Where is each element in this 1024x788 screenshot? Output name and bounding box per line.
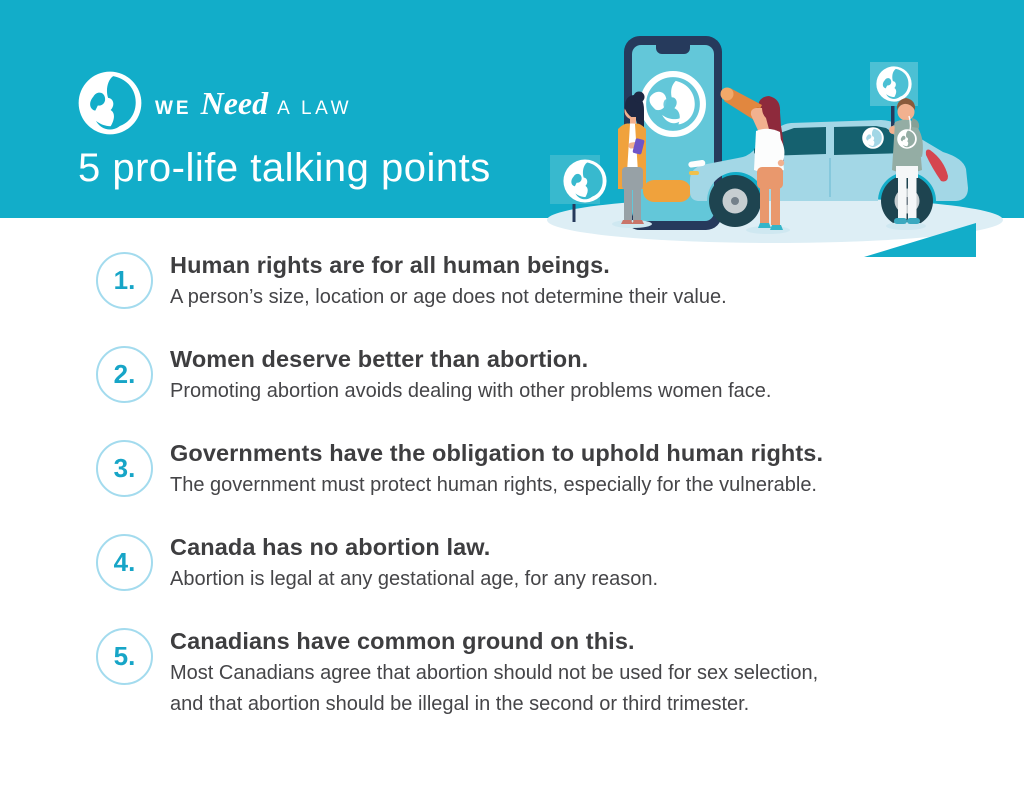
point-description: A person’s size, location or age does not determine their value. <box>170 286 727 308</box>
leg <box>633 186 641 221</box>
wnal-logo-text <box>155 85 352 122</box>
point-heading: Human rights are for all human beings. <box>170 252 610 278</box>
car-wheel-front <box>709 175 761 227</box>
page-title: 5 pro-life talking points <box>78 146 491 190</box>
car-headlight-amber <box>689 171 699 175</box>
wnal-globe-icon <box>78 71 142 135</box>
talking-point-4 <box>96 532 976 595</box>
hair-bun <box>634 92 645 103</box>
talking-point-1 <box>96 250 976 313</box>
point-number-badge <box>96 534 153 591</box>
wnal-globe-icon <box>897 129 917 149</box>
wnal-globe-icon <box>876 66 911 101</box>
point-number: 2. <box>113 359 136 389</box>
hood <box>912 118 919 128</box>
header-illustration <box>540 0 1024 262</box>
point-number-badge <box>96 252 153 309</box>
point-number: 1. <box>113 265 136 295</box>
point-heading: Canada has no abortion law. <box>170 534 491 560</box>
point-heading: Women deserve better than abortion. <box>170 346 589 372</box>
heel-shoe <box>770 225 783 230</box>
point-number-badge <box>96 346 153 403</box>
point-description: Abortion is legal at any gestational age, for any reason. <box>170 568 659 590</box>
point-heading: Canadians have common ground on this. <box>170 628 635 654</box>
sneaker <box>894 218 907 224</box>
point-heading: Governments have the obligation to uphold human rights. <box>170 440 824 466</box>
point-text <box>170 626 838 720</box>
car-wheel-rear <box>881 175 933 227</box>
logo-word-we: WE <box>155 97 192 119</box>
point-text <box>170 250 727 313</box>
point-text <box>170 344 771 407</box>
leg <box>898 172 907 219</box>
leg <box>624 186 632 221</box>
point-number-badge <box>96 628 153 685</box>
talking-points-list <box>96 250 976 751</box>
point-text <box>170 532 658 595</box>
logo-word-need: Need <box>200 84 269 121</box>
talking-point-2 <box>96 344 976 407</box>
point-number: 5. <box>113 641 136 671</box>
shoe <box>632 220 644 224</box>
phone-notch <box>656 45 690 54</box>
point-number: 3. <box>113 453 136 483</box>
point-number-badge <box>96 440 153 497</box>
talking-point-3 <box>96 438 976 501</box>
sneaker <box>907 218 920 224</box>
shoe <box>621 220 633 224</box>
leg <box>908 172 917 219</box>
heel-shoe <box>758 223 771 228</box>
point-description: Most Canadians agree that abortion should not be used for sex selection, and that abortion should be illegal in the second or third trimester. <box>170 662 819 715</box>
leg <box>771 185 780 225</box>
point-number: 4. <box>113 547 136 577</box>
hand <box>778 160 784 166</box>
wnal-globe-icon <box>563 159 606 202</box>
logo-word-a-law: A LAW <box>277 97 352 119</box>
point-description: The government must protect human rights, especially for the vulnerable. <box>170 474 817 496</box>
leg <box>760 185 769 223</box>
point-description: Promoting abortion avoids dealing with other problems women face. <box>170 380 772 402</box>
orange-accent-pill <box>643 180 691 202</box>
wnal-globe-icon <box>862 127 884 149</box>
talking-point-5 <box>96 626 976 720</box>
point-text <box>170 438 823 501</box>
wnal-logo <box>78 71 352 135</box>
